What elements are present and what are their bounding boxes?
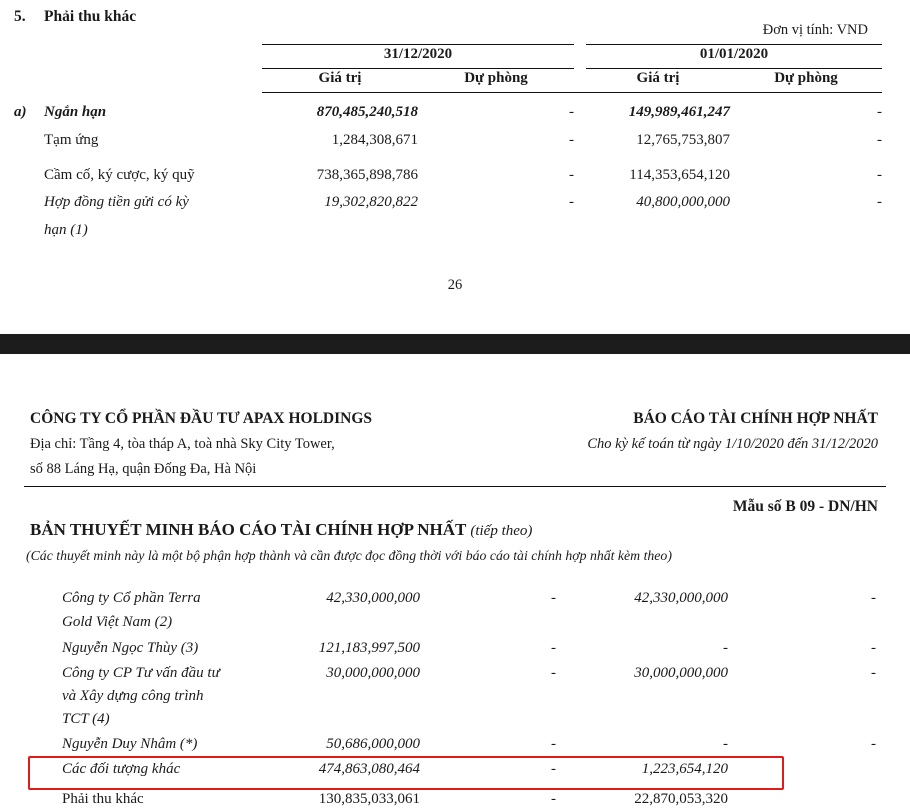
table-cell-value: 30,000,000,000	[634, 665, 728, 681]
table-cell-value: 130,835,033,061	[318, 791, 420, 807]
table-row-label: Ngắn hạn	[44, 104, 107, 120]
notes-title	[30, 520, 532, 540]
table-cell-provision: -	[569, 104, 574, 120]
unit-note: Đơn vị tính: VND	[762, 22, 868, 38]
company-name: CÔNG TY CỔ PHẦN ĐẦU TƯ APAX HOLDINGS	[30, 410, 373, 427]
table-row-label: Hợp đồng tiền gửi có kỳ	[44, 194, 189, 210]
table-cell-value: -	[723, 640, 728, 656]
table-cell-provision: -	[551, 736, 556, 752]
row-group-marker: a)	[14, 104, 27, 120]
page-separator-bar	[0, 334, 910, 354]
table-row-label: Phải thu khác	[62, 791, 144, 807]
table-cell-value: 30,000,000,000	[326, 665, 420, 681]
form-number: Mẫu số B 09 - DN/HN	[732, 498, 878, 515]
table-row-label: Công ty Cổ phần Terra	[62, 590, 201, 606]
table-row-label: Nguyễn Ngọc Thùy (3)	[62, 640, 199, 656]
table-cell-provision: -	[877, 167, 882, 183]
column-header-date-1: 31/12/2020	[383, 46, 453, 62]
column-header-value-1: Giá trị	[318, 70, 362, 86]
table-row-label-cont2: TCT (4)	[62, 711, 110, 727]
table-cell-value: 870,485,240,518	[316, 104, 418, 120]
column-header-provision-1: Dự phòng	[464, 70, 528, 86]
table-row-label: Nguyễn Duy Nhâm (*)	[62, 736, 198, 752]
document-page-bottom	[0, 358, 910, 812]
table-cell-provision: -	[871, 590, 876, 606]
table-cell-value: -	[723, 736, 728, 752]
table-cell-value: 42,330,000,000	[326, 590, 420, 606]
table-cell-provision: -	[551, 761, 556, 777]
header-divider	[24, 486, 886, 487]
table-row-label-cont: Gold Việt Nam (2)	[62, 614, 173, 630]
table-cell-provision: -	[569, 132, 574, 148]
table-row-label-cont: và Xây dựng công trình	[62, 688, 204, 704]
table-cell-value: 42,330,000,000	[634, 590, 728, 606]
table-cell-provision: -	[551, 665, 556, 681]
table-cell-provision: -	[877, 132, 882, 148]
table-cell-value: 40,800,000,000	[636, 194, 730, 210]
table-cell-value: 114,353,654,120	[629, 167, 730, 183]
table-row-label: Công ty CP Tư vấn đầu tư	[62, 665, 220, 681]
table-cell-provision: -	[569, 194, 574, 210]
table-cell-provision: -	[551, 640, 556, 656]
header-bottom-rule	[262, 92, 882, 93]
table-cell-provision: -	[877, 104, 882, 120]
table-row-label: Các đối tượng khác	[62, 761, 181, 777]
table-cell-provision: -	[551, 791, 556, 807]
table-cell-value: 12,765,753,807	[636, 132, 730, 148]
table-cell-provision: -	[871, 665, 876, 681]
notes-subtitle: (Các thuyết minh này là một bộ phận hợp thành và cần được đọc đồng thời với báo cáo tài chính hợp nhất kèm theo)	[26, 548, 672, 563]
table-cell-provision: -	[551, 590, 556, 606]
section-number: 5.	[14, 8, 26, 25]
table-cell-value: 474,863,080,464	[318, 761, 420, 777]
table-cell-provision: -	[569, 167, 574, 183]
document-page-top	[0, 0, 910, 330]
report-period: Cho kỳ kế toán từ ngày 1/10/2020 đến 31/12/2020	[587, 436, 878, 452]
table-cell-value: 19,302,820,822	[324, 194, 418, 210]
table-row-label: Tạm ứng	[44, 132, 99, 148]
table-row-label: Cầm cố, ký cược, ký quỹ	[44, 167, 195, 183]
table-cell-provision: -	[871, 640, 876, 656]
column-header-date-2: 01/01/2020	[699, 46, 769, 62]
table-cell-value: 1,223,654,120	[641, 761, 728, 777]
page-number: 26	[447, 277, 463, 293]
table-cell-value: 1,284,308,671	[331, 132, 418, 148]
company-address-line1: Địa chỉ: Tầng 4, tòa tháp A, toà nhà Sky City Tower,	[30, 436, 335, 452]
table-cell-value: 149,989,461,247	[628, 104, 730, 120]
table-row-label-cont: hạn (1)	[44, 222, 88, 238]
company-address-line2: số 88 Láng Hạ, quận Đống Đa, Hà Nội	[30, 461, 257, 477]
notes-title-continued: (tiếp theo)	[470, 523, 533, 539]
notes-title-text: BẢN THUYẾT MINH BÁO CÁO TÀI CHÍNH HỢP NHẤT	[30, 520, 467, 539]
column-header-provision-2: Dự phòng	[774, 70, 838, 86]
table-cell-value: 738,365,898,786	[316, 167, 418, 183]
table-cell-value: 121,183,997,500	[318, 640, 420, 656]
report-title: BÁO CÁO TÀI CHÍNH HỢP NHẤT	[633, 410, 878, 427]
table-cell-provision: -	[871, 736, 876, 752]
column-header-value-2: Giá trị	[636, 70, 680, 86]
table-cell-provision: -	[877, 194, 882, 210]
table-cell-value: 50,686,000,000	[326, 736, 420, 752]
table-cell-value: 22,870,053,320	[634, 791, 728, 807]
section-title: Phải thu khác	[44, 8, 137, 25]
